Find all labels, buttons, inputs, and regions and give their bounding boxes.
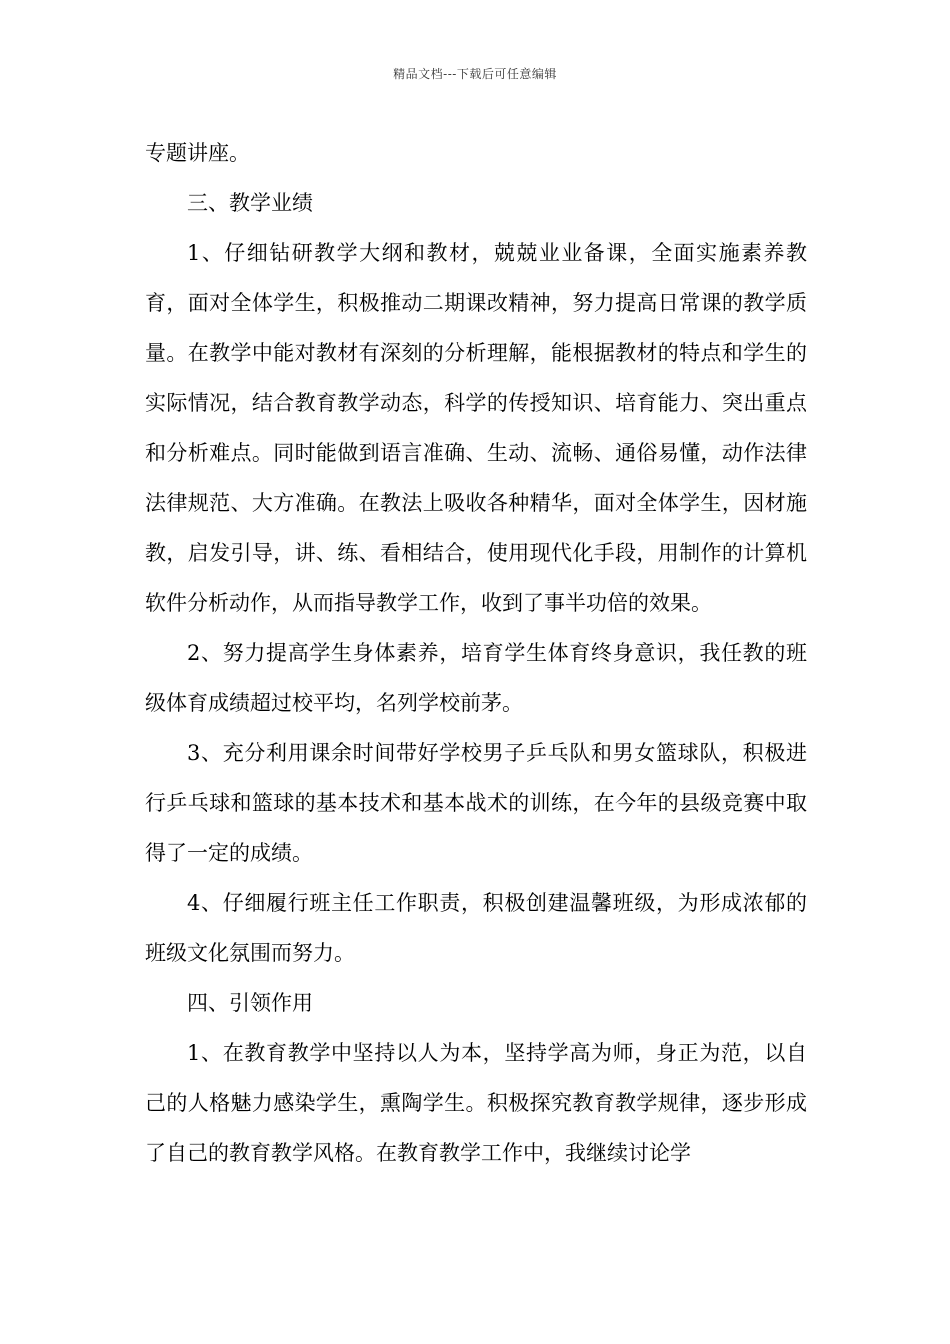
paragraph-item-1: 1、仔细钻研教学大纲和教材，兢兢业业备课，全面实施素养教育，面对全体学生，积极推动二期课改精神，努力提高日常课的教学质量。在教学中能对教材有深刻的分析理解，能根据教材的特点和学生的实际情况，结合教育教学动态，科学的传授知识、培育能力、突出重点和分析难点。同时能做到语言准确、生动、流畅、通俗易懂，动作法律法律规范、大方准确。在教法上吸收各种精华，面对全体学生，因材施教，启发引导，讲、练、看相结合，使用现代化手段，用制作的计算机软件分析动作，从而指导教学工作，收到了事半功倍的效果。 <box>145 241 807 615</box>
section-heading-teaching-achievements: 三、教学业绩 <box>187 191 313 215</box>
paragraph-item-3: 3、充分利用课余时间带好学校男子乒乓队和男女篮球队，积极进行乒乓球和篮球的基本技术和基本战术的训练，在今年的县级竞赛中取得了一定的成绩。 <box>145 741 807 865</box>
paragraph-continuation: 专题讲座。 <box>145 141 250 165</box>
paragraph-item-4: 4、仔细履行班主任工作职责，积极创建温馨班级，为形成浓郁的班级文化氛围而努力。 <box>145 891 807 965</box>
document-body <box>145 128 807 1178</box>
paragraph-item-leading-1: 1、在教育教学中坚持以人为本，坚持学高为师，身正为范，以自己的人格魅力感染学生，熏陶学生。积极探究教育教学规律，逐步形成了自己的教育教学风格。在教育教学工作中，我继续讨论学 <box>145 1041 807 1165</box>
page-header: 精品文档---下载后可任意编辑 <box>393 67 557 81</box>
paragraph-item-2: 2、努力提高学生身体素养，培育学生体育终身意识，我任教的班级体育成绩超过校平均，名列学校前茅。 <box>145 641 807 715</box>
section-heading-leading-role: 四、引领作用 <box>187 991 313 1015</box>
